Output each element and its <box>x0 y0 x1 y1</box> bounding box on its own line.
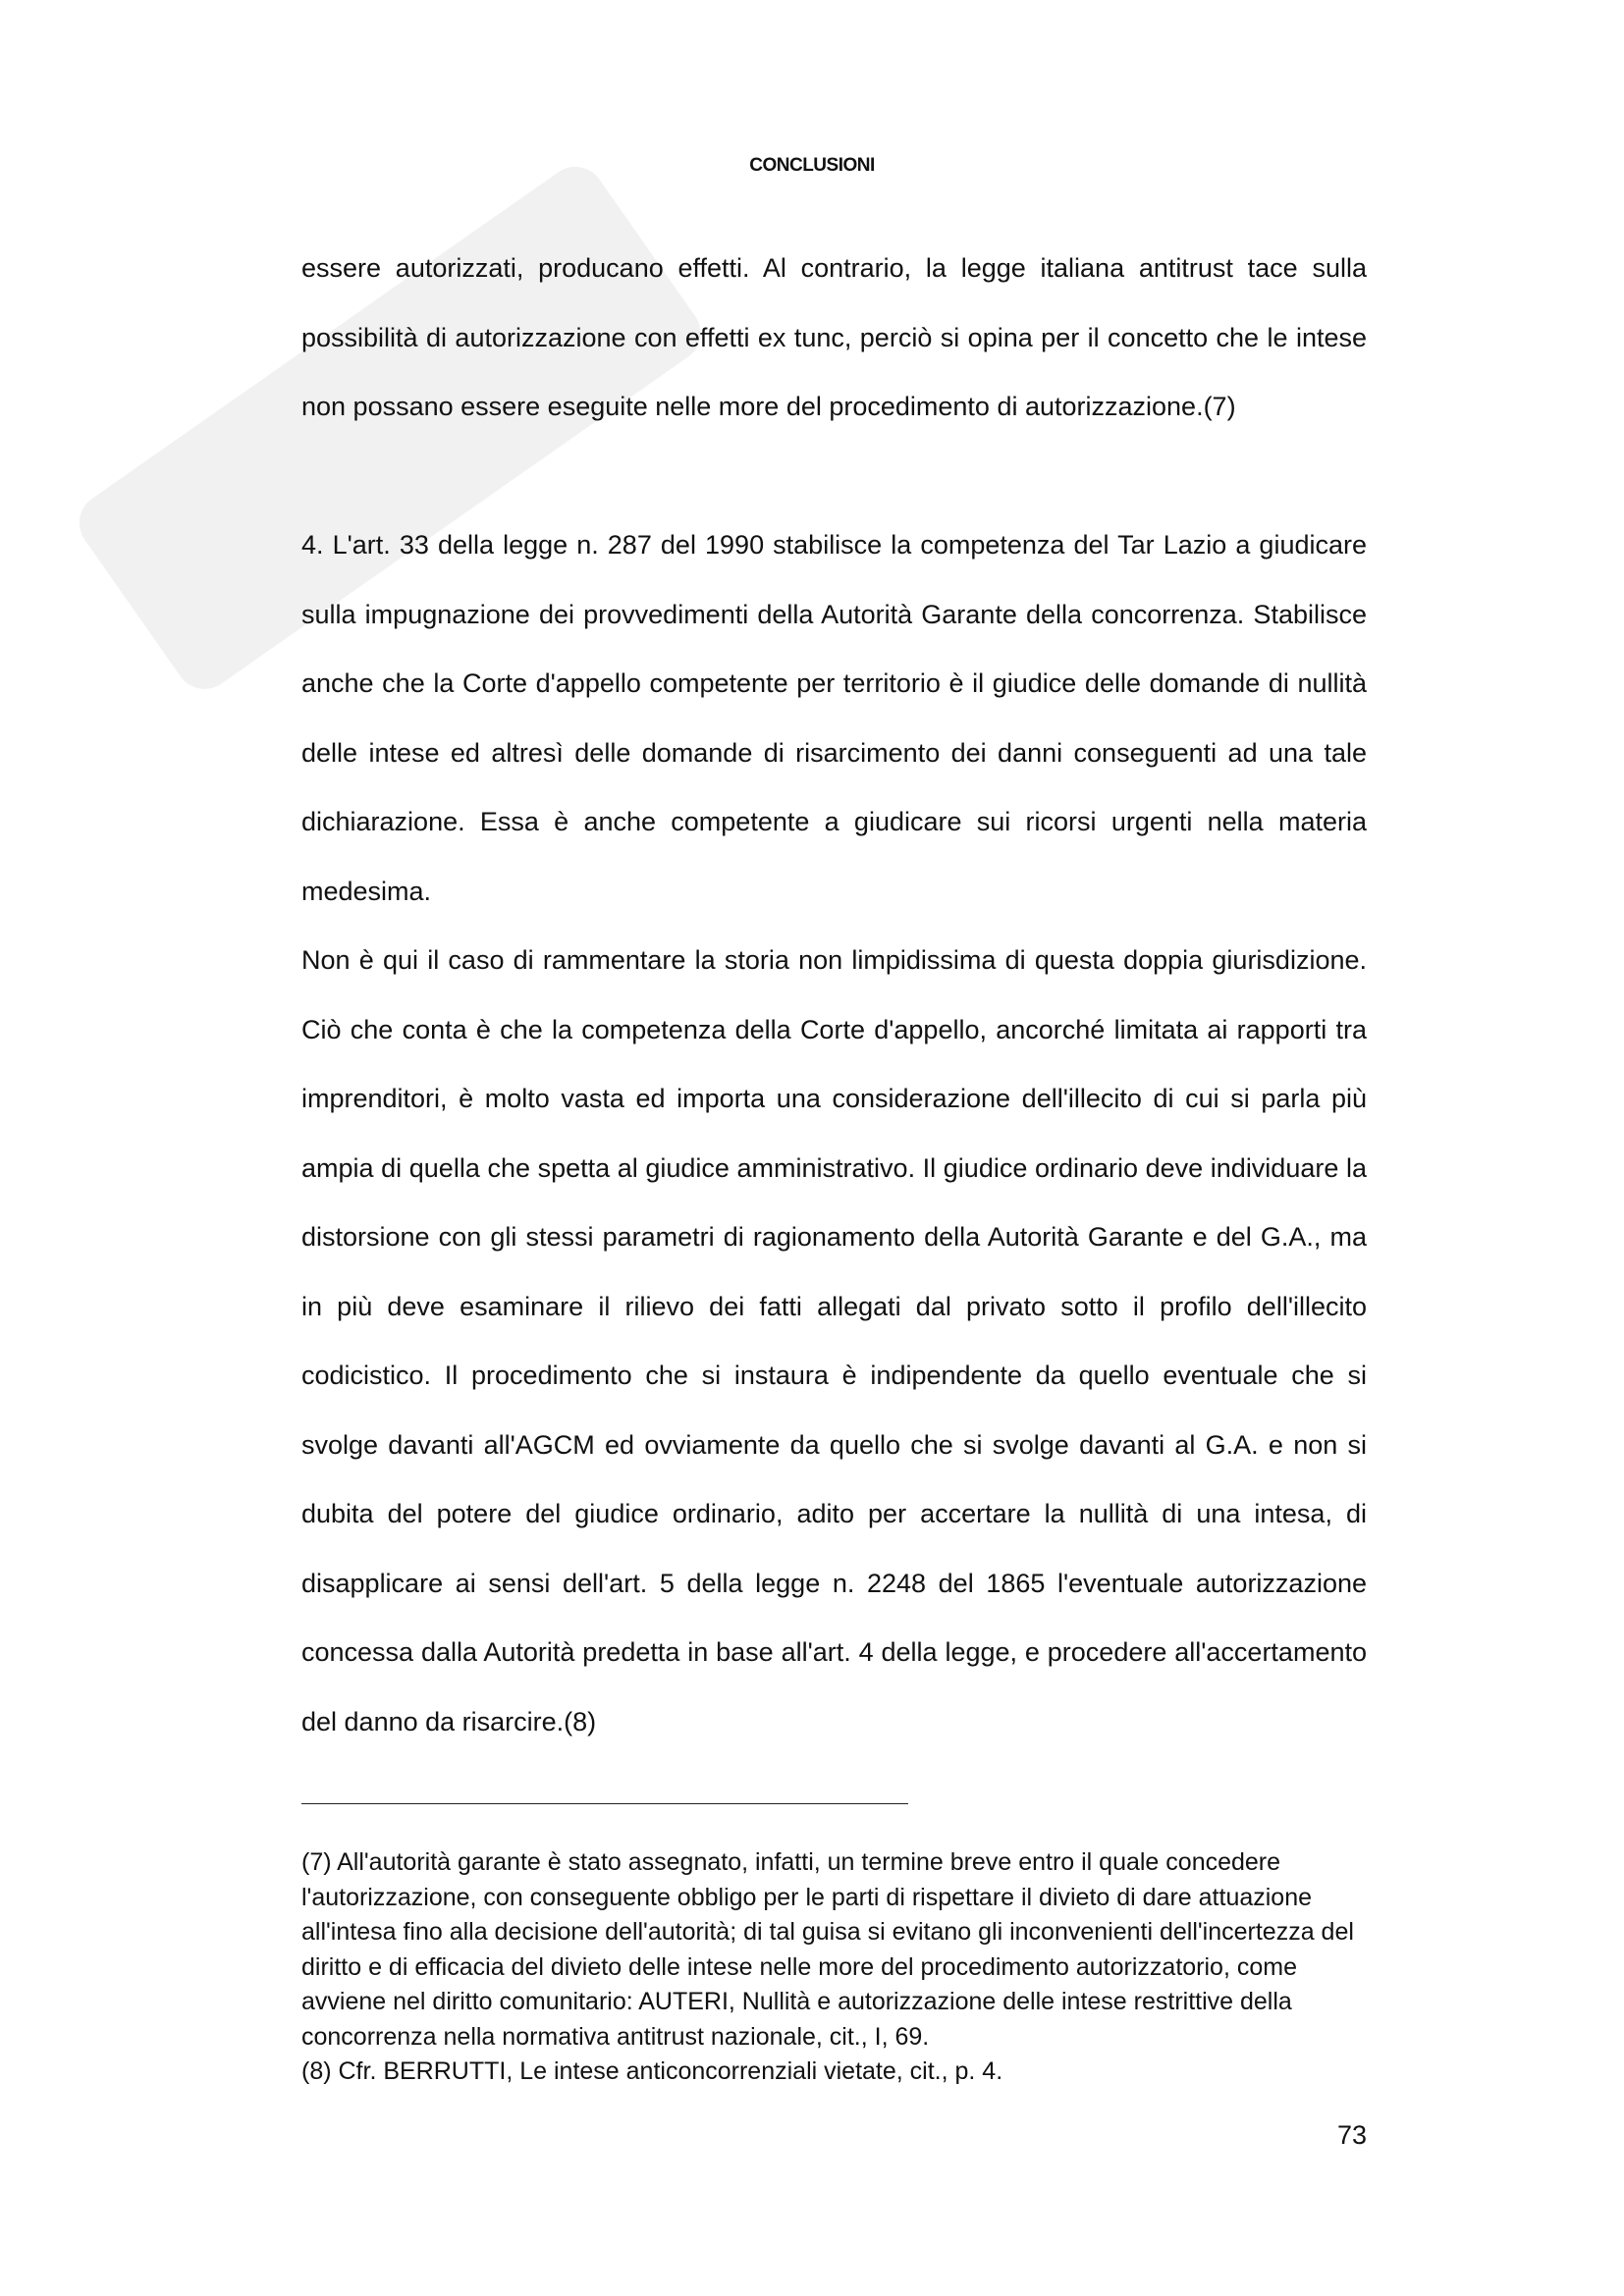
paragraph-2: 4. L'art. 33 della legge n. 287 del 1990 stabilisce la competenza del Tar Lazio a giudicare sulla impugnazione dei provvedimenti della Autorità Garante della concorrenza. Stabilisce anche che la Corte d'appello competente per territorio è il giudice delle domande di nullità delle intese ed altresì delle domande di risarcimento dei danni conseguenti ad una tale dichiarazione. Essa è anche competente a giudicare sui ricorsi urgenti nella materia medesima. <box>301 530 1367 906</box>
body-text-block-1 <box>301 234 1367 442</box>
paragraph-1: essere autorizzati, producano effetti. Al contrario, la legge italiana antitrust tace sulla possibilità di autorizzazione con effetti ex tunc, perciò si opina per il concetto che le intese non possano essere eseguite nelle more del procedimento di autorizzazione.(7) <box>301 253 1367 421</box>
footnote-7: (7) All'autorità garante è stato assegnato, infatti, un termine breve entro il quale concedere l'autorizzazione, con conseguente obbligo per le parti di rispettare il divieto di dare attuazione all'intesa fino alla decisione dell'autorità; di tal guisa si evitano gli inconvenienti dell'incertezza del diritto e di efficacia del divieto delle intese nelle more del procedimento autorizzatorio, come avviene nel diritto comunitario: AUTERI, Nullità e autorizzazione delle intese restrittive della concorrenza nella normativa antitrust nazionale, cit., I, 69. <box>301 1848 1354 2051</box>
page-number: 73 <box>1336 2120 1367 2150</box>
footnote-8: (8) Cfr. BERRUTTI, Le intese anticoncorrenziali vietate, cit., p. 4. <box>301 2057 1003 2085</box>
body-text-block-2 <box>301 510 1367 1756</box>
footnotes <box>301 1845 1367 2090</box>
footnote-separator <box>301 1803 908 1804</box>
running-header: CONCLUSIONI <box>749 155 875 176</box>
paragraph-3: Non è qui il caso di rammentare la storia non limpidissima di questa doppia giurisdizione. Ciò che conta è che la competenza della Corte d'appello, ancorché limitata ai rapporti tra imprenditori, è molto vasta ed importa una considerazione dell'illecito di cui si parla più ampia di quella che spetta al giudice amministrativo. Il giudice ordinario deve individuare la distorsione con gli stessi parametri di ragionamento della Autorità Garante e del G.A., ma in più deve esaminare il rilievo dei fatti allegati dal privato sotto il profilo dell'illecito codicistico. Il procedimento che si instaura è indipendente da quello eventuale che si svolge davanti all'AGCM ed ovviamente da quello che si svolge davanti al G.A. e non si dubita del potere del giudice ordinario, adito per accertare la nullità di una intesa, di disapplicare ai sensi dell'art. 5 della legge n. 2248 del 1865 l'eventuale autorizzazione concessa dalla Autorità predetta in base all'art. 4 della legge, e procedere all'accertamento del danno da risarcire.(8) <box>301 945 1367 1736</box>
